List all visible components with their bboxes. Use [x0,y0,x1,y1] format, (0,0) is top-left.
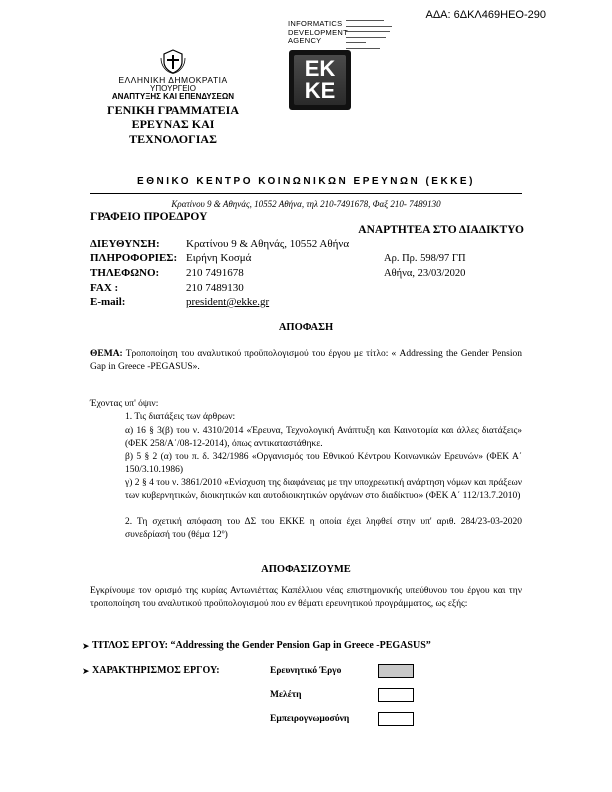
contact-value: Κρατίνου 9 & Αθηνάς, 10552 Αθήνα [186,238,350,250]
option-label: Ερευνητικό Έργο [270,666,342,676]
contact-label: ΤΗΛΕΦΩΝΟ: [90,267,160,279]
option-checkbox-checked[interactable] [378,664,414,678]
contact-value: 210 7489130 [186,282,244,294]
email-link[interactable]: president@ekke.gr [186,296,270,308]
contact-label: ΠΛΗΡΟΦΟΡΙΕΣ: [90,252,178,264]
option-label: Εμπειρογνωμοσύνη [270,714,350,724]
option-checkbox[interactable] [378,688,414,702]
country-name: ΕΛΛΗΝΙΚΗ ΔΗΜΟΚΡΑΤΙΑ [118,75,228,85]
option-checkbox[interactable] [378,712,414,726]
contact-info-row [90,252,251,264]
secretariat-line: ΤΕΧΝΟΛΟΓΙΑΣ [129,131,217,146]
header-divider [90,193,522,194]
subject-text: Τροποποίηση του αναλυτικού προϋπολογισμού του έργου με τίτλο: « Addressing the Gender Pension Gap in Greece -PEGASUS». [90,349,522,373]
point-item: α) 16 § 3(β) του ν. 4310/2014 «Έρευνα, Τεχνολογική Ανάπτυξη και Καινοτομία και άλλες διατάξεις» (ΦΕΚ 258/Α΄/08-12-2014), όπως αντικαταστάθηκε. [125,426,522,450]
decide-heading: ΑΠΟΦΑΣΙΖΟΥΜΕ [261,564,351,575]
center-name: ΕΘΝΙΚΟ ΚΕΝΤΡΟ ΚΟΙΝΩΝΙΚΩΝ ΕΡΕΥΝΩΝ (ΕΚΚΕ) [137,176,475,187]
agency-line: DEVELOPMENT [288,27,348,37]
project-title-row [92,640,431,651]
subject-label: ΘΕΜΑ: [90,349,123,359]
contact-value: Ειρήνη Κοσμά [186,252,252,264]
point-item: 2. Τη σχετική απόφαση του ΔΣ του ΕΚΚΕ η οποία έχει ληφθεί στην υπ' αριθ. 284/23-03-2020 συνεδρίασή του (θέμα 12º) [125,517,522,541]
project-title-value: “Addressing the Gender Pension Gap in Greece -PEGASUS” [170,640,431,651]
office-title: ΓΡΑΦΕΙΟ ΠΡΟΕΔΡΟΥ [90,211,208,223]
point-item: γ) 2 § 4 του ν. 3861/2010 «Ενίσχυση της διαφάνειας με την υποχρεωτική ανάρτηση νόμων και πράξεων των κυβερνητικών, διοικητικών και αυτοδιοικητικών οργάνων στο διαδίκτυο» (ΦΕΚ Α΄ 112/13.7.2010) [125,478,522,502]
point-item: β) 5 § 2 (α) του π. δ. 342/1986 «Οργανισμός του Εθνικού Κέντρου Κοινωνικών Ερευνών» (ΦΕΚ Α΄ 150/3.10.1986) [125,452,522,476]
ministry-label: ΥΠΟΥΡΓΕΙΟ [150,83,196,93]
document-date: Αθήνα, 23/03/2020 [384,268,466,279]
logo-letters-bottom: KE [304,78,336,103]
characterization-label: ΧΑΡΑΚΤΗΡΙΣΜΟΣ ΕΡΓΟΥ: [92,665,220,676]
contact-value: 210 7491678 [186,267,244,279]
contact-label: FAX : [90,282,119,294]
contact-label: ΔΙΕΥΘΥΝΣΗ: [90,238,160,250]
contact-address-row [90,238,349,250]
project-title-label: ΤΙΤΛΟΣ ΕΡΓΟΥ: [92,640,168,651]
greek-coat-of-arms-icon [160,48,186,74]
protocol-number: Αρ. Πρ. 598/97 ΓΠ [384,253,466,264]
contact-email-row [90,296,269,308]
ministry-name: ΑΝΑΠΤΥΞΗΣ ΚΑΙ ΕΠΕΝΔΥΣΕΩΝ [111,92,235,102]
decision-heading: ΑΠΟΦΑΣΗ [278,322,334,333]
bullet-arrow-icon: ➤ [82,641,90,651]
contact-fax-row [90,282,244,294]
ada-code: ΑΔΑ: 6ΔΚΛ469ΗΕΟ-290 [425,9,546,21]
approval-paragraph: Εγκρίνουμε τον ορισμό της κυρίας Αντωνιέττας Καπέλλιου νέας επιστημονικής υπεύθυνου του έργου και την τροποποίηση του αναλυτικού προϋπολογισμού που εν θέματι ερευνητικού προγράμματος, ως εξής: [90,586,522,610]
contact-label: E-mail: [90,296,126,308]
contact-phone-row [90,267,244,279]
considering-label: Έχοντας υπ' όψιν: [90,399,159,409]
secretariat-line: ΕΡΕΥΝΑΣ ΚΑΙ [131,117,215,132]
agency-name [288,20,348,46]
option-label: Μελέτη [270,690,302,700]
agency-line: AGENCY [288,36,322,46]
subject-paragraph [90,348,522,374]
point-item: 1. Τις διατάξεις των άρθρων: [125,412,236,422]
posted-online-note: ΑΝΑΡΤΗΤΕΑ ΣΤΟ ΔΙΑΔΙΚΤΥΟ [358,224,524,236]
bullet-arrow-icon: ➤ [82,666,90,676]
logo-letters-top: EK [304,56,336,81]
agency-fine-print [346,20,406,51]
agency-line: INFORMATICS [288,19,343,28]
ministry-header [88,76,258,145]
address-line: Κρατίνου 9 & Αθηνάς, 10552 Αθήνα, τηλ 210-7491678, Φαξ 210- 7489130 [171,199,441,209]
secretariat-line: ΓΕΝΙΚΗ ΓΡΑΜΜΑΤΕΙΑ [106,102,239,117]
ekke-logo [289,50,351,110]
